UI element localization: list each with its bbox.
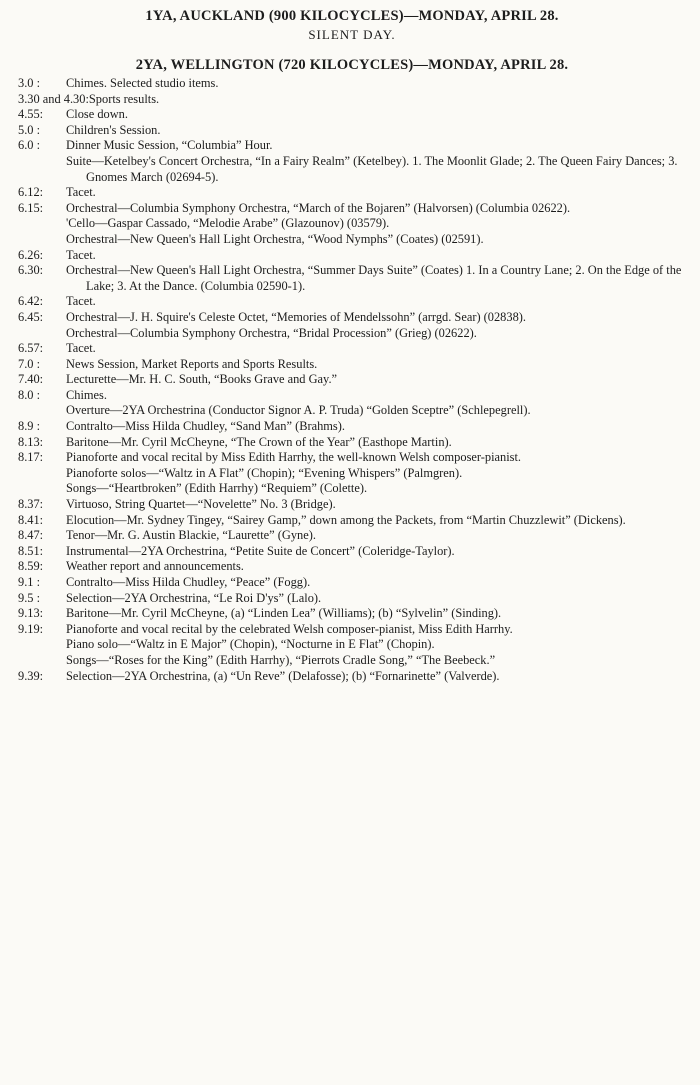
entry-text: Selection—2YA Orchestrina, (a) “Un Reve” (Delafosse); (b) “Fornarinette” (Valverde). (66, 668, 500, 683)
entry-time: 8.41: (18, 512, 44, 527)
entry-time: 9.1 : (18, 575, 41, 589)
programme-entry (18, 388, 686, 404)
programme-entry (18, 591, 686, 607)
entry-text: Children's Session. (66, 122, 161, 137)
programme-entry (18, 497, 686, 513)
entry-text: Elocution—Mr. Sydney Tingey, “Sairey Gamp,” down among the Packets, from “Martin Chuzzlewit” (Dickens). (66, 512, 626, 527)
programme-entry-continuation (18, 216, 686, 232)
entry-text: Baritone—Mr. Cyril McCheyne, “The Crown of the Year” (Easthope Martin). (66, 434, 452, 449)
entry-text: Tacet. (66, 247, 96, 262)
programme-entry (18, 294, 686, 310)
programme-entry-continuation (18, 481, 686, 497)
entry-time: 7.0 : (18, 356, 41, 371)
entry-text: Orchestral—Columbia Symphony Orchestra, “March of the Bojaren” (Halvorsen) (Columbia 02622). (66, 200, 571, 215)
entry-time: 6.45: (18, 309, 44, 324)
entry-time: 9.19: (18, 621, 44, 636)
programme-entry (18, 559, 686, 575)
entry-time: 8.51: (18, 543, 44, 558)
entry-text: Contralto—Miss Hilda Chudley, “Sand Man” (Brahms). (66, 419, 345, 434)
programme-entry (18, 450, 686, 466)
programme-entry-continuation (18, 326, 686, 342)
programme-entry (18, 419, 686, 435)
entry-time: 5.0 : (18, 122, 41, 137)
station1-note: SILENT DAY. (308, 27, 396, 42)
entry-text: Sports results. (88, 91, 160, 106)
entry-time: 8.0 : (18, 387, 41, 402)
entry-text: Dinner Music Session, “Columbia” Hour. (66, 138, 273, 153)
entry-text: Chimes. Selected studio items. (66, 76, 219, 90)
entry-text: Orchestral—New Queen's Hall Light Orchestra, “Summer Days Suite” (Coates) 1. In a Country Lane; 2. On the Edge of the Lake; 3. At the Dance. (Columbia 02590-1). (66, 263, 682, 293)
programme-entry (18, 513, 686, 529)
programme-entry (18, 138, 686, 154)
programme-entry (18, 248, 686, 264)
entry-time: 6.26: (18, 247, 44, 262)
programme-entry (18, 185, 686, 201)
entry-text: Piano solo—“Waltz in E Major” (Chopin), “Nocturne in E Flat” (Chopin). (66, 637, 435, 652)
entry-text: Pianoforte solos—“Waltz in A Flat” (Chopin); “Evening Whispers” (Palmgren). (66, 465, 463, 480)
programme-entry-continuation (18, 637, 686, 653)
station2-header: 2YA, WELLINGTON (720 KILOCYCLES)—MONDAY, APRIL 28. (135, 57, 569, 73)
programme-entry (18, 575, 686, 591)
entry-text: Virtuoso, String Quartet—“Novelette” No. 3 (Bridge). (66, 497, 336, 512)
entry-time: 9.39: (18, 668, 44, 683)
programme-entry (18, 92, 686, 108)
entry-text: Overture—2YA Orchestrina (Conductor Signor A. P. Truda) “Golden Sceptre” (Schlepegrell). (66, 403, 531, 418)
programme-entry (18, 263, 686, 294)
entry-text: Baritone—Mr. Cyril McCheyne, (a) “Linden Lea” (Williams); (b) “Sylvelin” (Sinding). (66, 606, 502, 621)
entry-time: 6.42: (18, 294, 44, 309)
entry-text: News Session, Market Reports and Sports Results. (66, 356, 318, 371)
entry-text: Orchestral—New Queen's Hall Light Orchestra, “Wood Nymphs” (Coates) (02591). (66, 231, 484, 246)
entry-text: Close down. (66, 107, 128, 122)
programme-entry-continuation (18, 466, 686, 482)
entry-text: 'Cello—Gaspar Cassado, “Melodie Arabe” (Glazounov) (03579). (66, 216, 390, 231)
entry-time: 7.40: (18, 372, 44, 387)
entry-time: 8.47: (18, 528, 44, 543)
entry-text: Orchestral—J. H. Squire's Celeste Octet, “Memories of Mendelssohn” (arrgd. Sear) (02838). (66, 309, 526, 324)
programme-entry (18, 201, 686, 217)
station1-header: 1YA, AUCKLAND (900 KILOCYCLES)—MONDAY, APRIL 28. (145, 8, 559, 24)
programme-entry-continuation (18, 403, 686, 419)
entry-text: Songs—“Heartbroken” (Edith Harrhy) “Requiem” (Colette). (66, 481, 368, 496)
programme-entry-continuation (18, 154, 686, 185)
programme-entry (18, 357, 686, 373)
programme-entry (18, 669, 686, 685)
entry-text: Weather report and announcements. (66, 559, 244, 574)
entry-text: Pianoforte and vocal recital by the celebrated Welsh composer-pianist, Miss Edith Harrhy. (66, 621, 513, 636)
entry-text: Orchestral—Columbia Symphony Orchestra, “Bridal Procession” (Grieg) (02622). (66, 325, 477, 340)
entry-time: 3.0 : (18, 76, 41, 90)
entry-time: 8.9 : (18, 419, 41, 434)
programme-entry (18, 123, 686, 139)
entry-time: 3.30 and 4.30: (18, 91, 89, 106)
programme-entry (18, 76, 686, 92)
entry-time: 9.5 : (18, 590, 41, 605)
programme-list (18, 76, 686, 684)
entry-text: Pianoforte and vocal recital by Miss Edith Harrhy, the well-known Welsh composer-pianist. (66, 450, 522, 465)
programme-entry (18, 435, 686, 451)
programme-entry (18, 622, 686, 638)
entry-time: 6.57: (18, 341, 44, 356)
programme-entry (18, 606, 686, 622)
entry-text: Suite—Ketelbey's Concert Orchestra, “In a Fairy Realm” (Ketelbey). 1. The Moonlit Glade; 2. The Queen Fairy Dances; 3. Gnomes March (02694-5). (66, 153, 678, 184)
entry-text: Contralto—Miss Hilda Chudley, “Peace” (Fogg). (66, 575, 311, 589)
entry-text: Selection—2YA Orchestrina, “Le Roi D'ys” (Lalo). (66, 590, 322, 605)
entry-text: Tenor—Mr. G. Austin Blackie, “Laurette” (Gyne). (66, 528, 316, 543)
entry-time: 8.59: (18, 559, 44, 574)
programme-entry (18, 372, 686, 388)
entry-time: 6.15: (18, 200, 44, 215)
entry-text: Lecturette—Mr. H. C. South, “Books Grave and Gay.” (66, 372, 338, 387)
entry-time: 8.37: (18, 497, 44, 512)
entry-time: 6.0 : (18, 138, 41, 153)
programme-entry (18, 544, 686, 560)
entry-time: 9.13: (18, 606, 44, 621)
programme-entry (18, 341, 686, 357)
programme-entry (18, 107, 686, 123)
entry-text: Tacet. (66, 294, 96, 309)
entry-time: 6.30: (18, 263, 44, 278)
entry-time: 8.13: (18, 434, 44, 449)
entry-text: Tacet. (66, 185, 96, 200)
programme-entry (18, 310, 686, 326)
entry-time: 8.17: (18, 450, 44, 465)
programme-entry-continuation (18, 653, 686, 669)
programme-entry-continuation (18, 232, 686, 248)
programme-entry (18, 528, 686, 544)
entry-text: Chimes. (66, 387, 107, 402)
entry-text: Instrumental—2YA Orchestrina, “Petite Suite de Concert” (Coleridge-Taylor). (66, 543, 455, 558)
entry-time: 6.12: (18, 185, 44, 200)
entry-text: Songs—“Roses for the King” (Edith Harrhy), “Pierrots Cradle Song,” “The Beebeck.” (66, 652, 496, 667)
entry-time: 4.55: (18, 107, 44, 122)
entry-text: Tacet. (66, 341, 96, 356)
